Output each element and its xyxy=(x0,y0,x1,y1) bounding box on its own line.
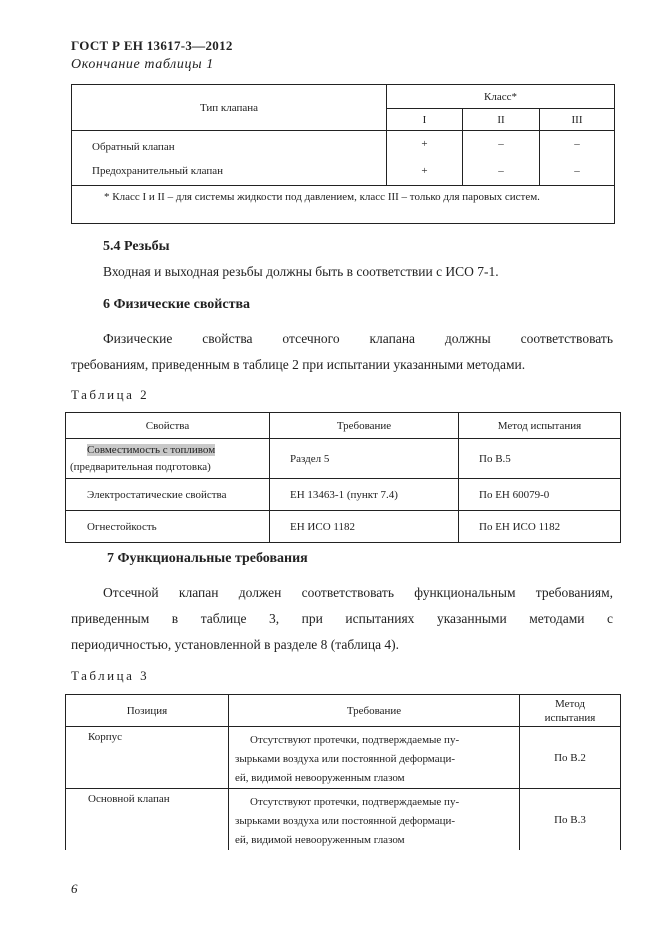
table2-header: Метод испытания xyxy=(459,413,621,439)
table3-requirement-line: Отсутствуют протечки, подтверждаемые пу- xyxy=(250,734,460,746)
table1-row-value: – xyxy=(540,158,615,186)
table2-property-note: (предварительная подготовка) xyxy=(70,460,211,473)
table2-property-name: Совместимость с топливом xyxy=(87,443,216,456)
table-continuation-caption: Окончание таблицы 1 xyxy=(71,57,214,72)
table2-cell-requirement: Раздел 5 xyxy=(270,439,459,479)
table2-header: Свойства xyxy=(66,413,270,439)
table3-header: Метод испытания xyxy=(520,695,621,727)
table3-requirement-line: Отсутствуют протечки, подтверждаемые пу- xyxy=(250,796,460,808)
table1-class-ii: II xyxy=(463,109,540,131)
section-7-text-line: периодичностью, установленной в разделе 8 (таблица 4). xyxy=(71,637,400,652)
table3-requirement-line: зырьками воздуха или постоянной деформаци- xyxy=(235,753,456,765)
table2-cell-method: По ЕН ИСО 1182 xyxy=(459,511,621,543)
table1-row-value: – xyxy=(463,158,540,186)
table2-cell-property xyxy=(66,439,270,479)
table1-row-name: Обратный клапан xyxy=(72,131,387,158)
section-7-heading: 7 Функциональные требования xyxy=(107,551,308,566)
section-5-4-heading: 5.4 Резьбы xyxy=(103,239,170,254)
table2-cell-property: Электростатические свойства xyxy=(66,479,270,511)
table3-requirement-line: зырьками воздуха или постоянной деформаци- xyxy=(235,815,456,827)
section-7-text-line: приведенным в таблице 3, при испытаниях указанными методами с xyxy=(71,611,613,626)
table1-footnote: * Класс I и II – для системы жидкости под давлением, класс III – только для паровых систем. xyxy=(72,186,615,224)
section-6-text-line: требованиям, приведенным в таблице 2 при испытании указанными методами. xyxy=(71,357,526,372)
table2-cell-requirement: ЕН 13463-1 (пункт 7.4) xyxy=(270,479,459,511)
table1-header-class: Класс* xyxy=(387,85,615,109)
table1-row-value: + xyxy=(387,131,463,158)
standard-designation: ГОСТ Р ЕН 13617-3—2012 xyxy=(71,38,233,53)
page-number: 6 xyxy=(71,881,78,896)
table3-requirement-line: ей, видимой невооруженным глазом xyxy=(235,772,405,784)
table1-header-type: Тип клапана xyxy=(72,85,387,131)
section-7-text-line: Отсечной клапан должен соответствовать функциональным требованиям, xyxy=(103,585,613,600)
table-1 xyxy=(71,84,615,224)
section-5-4-text: Входная и выходная резьбы должны быть в соответствии с ИСО 7-1. xyxy=(103,264,499,279)
table3-requirement-line: ей, видимой невооруженным глазом xyxy=(235,834,405,846)
table2-cell-requirement: ЕН ИСО 1182 xyxy=(270,511,459,543)
table3-cell-method: По В.2 xyxy=(520,727,621,789)
table-2-caption: Таблица 2 xyxy=(71,387,150,402)
section-6-text-line: Физические свойства отсечного клапана должны соответствовать xyxy=(103,331,613,346)
table1-row-value: + xyxy=(387,158,463,186)
table1-class-i: I xyxy=(387,109,463,131)
table-3 xyxy=(65,694,621,850)
table3-cell-position: Основной клапан xyxy=(66,789,229,851)
table3-cell-requirement xyxy=(229,727,520,789)
table1-row-value: – xyxy=(540,131,615,158)
table3-cell-requirement xyxy=(229,789,520,851)
section-6-heading: 6 Физические свойства xyxy=(103,297,251,312)
table3-header: Позиция xyxy=(66,695,229,727)
table1-class-iii: III xyxy=(540,109,615,131)
table-2 xyxy=(65,412,621,543)
table3-cell-position: Корпус xyxy=(66,727,229,789)
table2-header: Требование xyxy=(270,413,459,439)
table-3-caption: Таблица 3 xyxy=(71,668,150,683)
table3-header: Требование xyxy=(229,695,520,727)
table2-cell-method: По В.5 xyxy=(459,439,621,479)
table3-cell-method: По В.3 xyxy=(520,789,621,851)
table2-cell-property: Огнестойкость xyxy=(66,511,270,543)
table1-row-value: – xyxy=(463,131,540,158)
table1-row-name: Предохранительный клапан xyxy=(72,158,387,186)
table2-cell-method: По ЕН 60079-0 xyxy=(459,479,621,511)
